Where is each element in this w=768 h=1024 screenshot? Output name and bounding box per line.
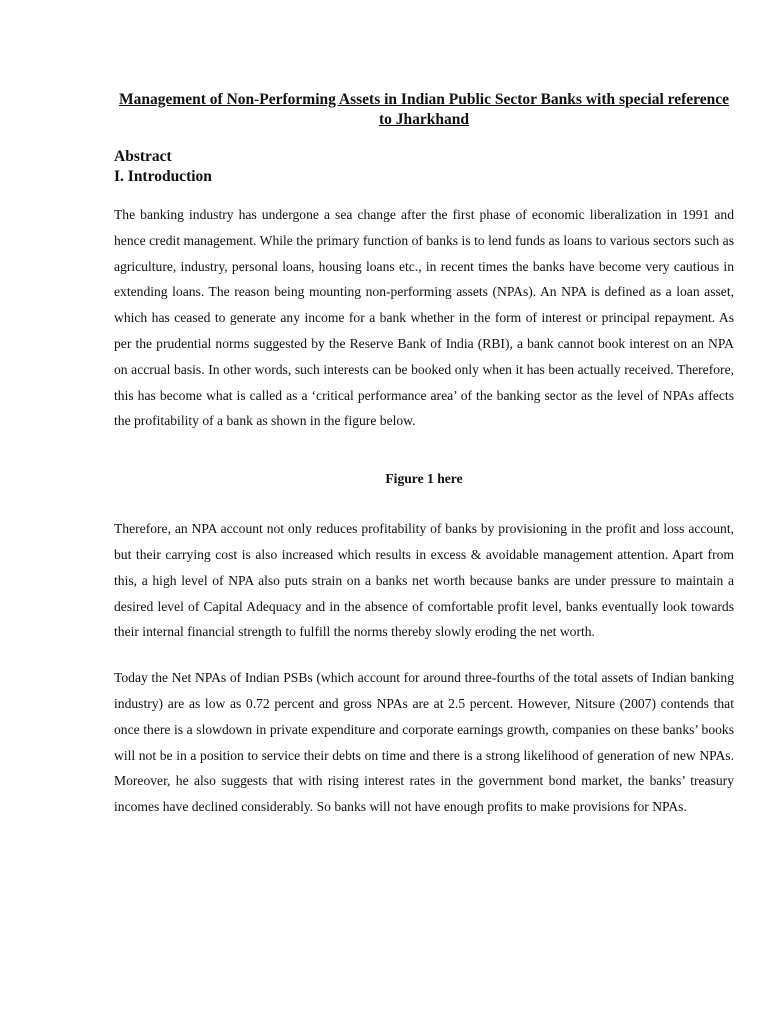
document-page — [114, 90, 734, 820]
abstract-heading: Abstract — [114, 148, 172, 165]
paragraph-3: Today the Net NPAs of Indian PSBs (which account for around three-fourths of the total assets of Indian banking industry) are as low as 0.72 percent and gross NPAs are at 2.5 percent. However, Nitsure (2007) contends that once there is a slowdown in private expenditure and corporate earnings growth, companies on these banks’ books will not be in a position to service their debts on time and there is a strong likelihood of generation of new NPAs. Moreover, he also suggests that with rising interest rates in the government bond market, the banks’ treasury incomes have declined considerably. So banks will not have enough profits to make provisions for NPAs. — [114, 670, 734, 815]
paragraph-1: The banking industry has undergone a sea change after the first phase of economic liberalization in 1991 and hence credit management. While the primary function of banks is to lend funds as loans to various sectors such as agriculture, industry, personal loans, housing loans etc., in recent times the banks have become very cautious in extending loans. The reason being mounting non-performing assets (NPAs). An NPA is defined as a loan asset, which has ceased to generate any income for a bank whether in the form of interest or principal repayment. As per the prudential norms suggested by the Reserve Bank of India (RBI), a bank cannot book interest on an NPA on accrual basis. In other words, such interests can be booked only when it has been actually received. Therefore, this has become what is called as a ‘critical performance area’ of the banking sector as the level of NPAs affects the profitability of a bank as shown in the figure below. — [114, 207, 734, 429]
paragraph-2: Therefore, an NPA account not only reduces profitability of banks by provisioning in the profit and loss account, but their carrying cost is also increased which results in excess & avoidable management attention. Apart from this, a high level of NPA also puts strain on a banks net worth because banks are under pressure to maintain a desired level of Capital Adequacy and in the absence of comfortable profit level, banks eventually look towards their internal financial strength to fulfill the norms thereby slowly eroding the net worth. — [114, 521, 734, 640]
paper-title: Management of Non-Performing Assets in Indian Public Sector Banks with special reference to Jharkhand — [118, 91, 730, 128]
introduction-heading: I. Introduction — [114, 168, 212, 185]
figure-placeholder: Figure 1 here — [385, 471, 463, 487]
